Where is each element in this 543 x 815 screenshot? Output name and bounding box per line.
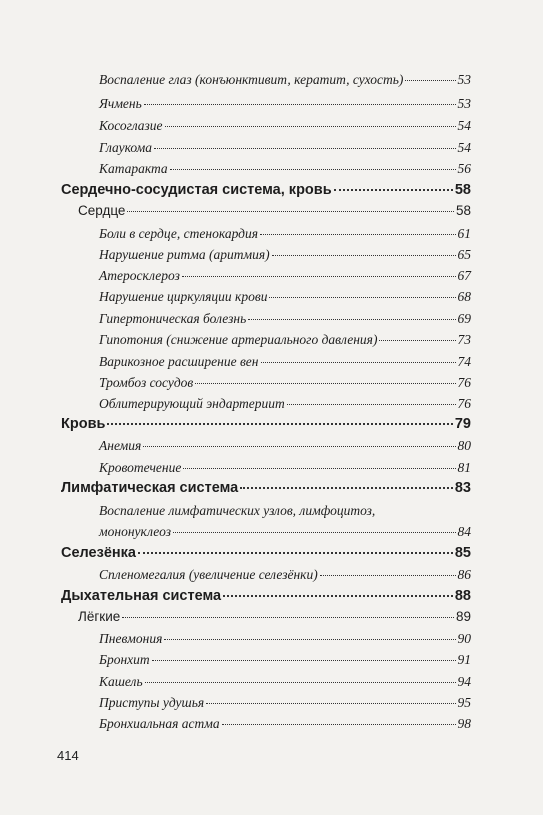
- toc-dot-leader: [143, 446, 455, 447]
- toc-entry-title: Косоглазие: [99, 118, 163, 133]
- toc-entry-page: 74: [457, 354, 471, 369]
- toc-entry-page: 89: [455, 609, 471, 624]
- toc-entry-title: Анемия: [99, 438, 142, 453]
- toc-entry-page: 58: [455, 203, 471, 218]
- toc-entry-title: Нарушение циркуляции крови: [99, 289, 268, 304]
- toc-dot-leader: [144, 104, 456, 105]
- toc-entry-title: Лимфатическая система: [61, 480, 239, 496]
- toc-entry-title: Гипотония (снижение артериального давления): [99, 332, 378, 347]
- toc-dot-leader: [138, 552, 453, 554]
- toc-dot-leader: [206, 703, 455, 704]
- toc-entry: [99, 631, 471, 647]
- toc-entry: [99, 247, 471, 263]
- toc-entry: [99, 96, 471, 112]
- toc-dot-leader: [154, 148, 456, 149]
- toc-entry-page: 80: [457, 438, 471, 453]
- toc-dot-leader: [165, 126, 456, 127]
- toc-entry: [99, 375, 471, 391]
- toc-dot-leader: [152, 660, 456, 661]
- toc-entry: [99, 716, 471, 732]
- toc-entry-title: Лёгкие: [78, 609, 121, 624]
- toc-entry-title: Гипертоническая болезнь: [99, 311, 247, 326]
- toc-entry: [99, 524, 471, 540]
- toc-entry-title: Кашель: [99, 674, 143, 689]
- toc-entry-title: Тромбоз сосудов: [99, 375, 194, 390]
- toc-dot-leader: [248, 319, 455, 320]
- toc-entry: [99, 140, 471, 156]
- toc-dot-leader: [379, 340, 455, 341]
- toc-entry-page: 56: [457, 161, 471, 176]
- toc-entry-page: 91: [457, 652, 471, 667]
- toc-entry-title: Боли в сердце, стенокардия: [99, 226, 258, 241]
- toc-dot-leader: [127, 211, 454, 212]
- toc-entry-title: Сердце: [78, 203, 126, 218]
- toc-dot-leader: [222, 724, 456, 725]
- toc-dot-leader: [320, 575, 456, 576]
- toc-entry-page: 98: [457, 716, 471, 731]
- toc-entry-title: Ячмень: [99, 96, 142, 111]
- toc-dot-leader: [183, 468, 455, 469]
- toc-entry-title: Селезёнка: [61, 545, 136, 561]
- toc-dot-leader: [195, 383, 455, 384]
- toc-section: [61, 480, 471, 496]
- toc-entry-page: 84: [457, 524, 471, 539]
- toc-entry-title: Нарушение ритма (аритмия): [99, 247, 270, 262]
- toc-entry: [99, 332, 471, 348]
- toc-dot-leader: [272, 255, 456, 256]
- toc-entry-page: 58: [454, 182, 471, 198]
- toc-entry: [99, 161, 471, 177]
- toc-entry-page: 54: [457, 140, 471, 155]
- toc-entry-page: 83: [454, 480, 471, 496]
- toc-dot-leader: [269, 297, 455, 298]
- toc-entry-title: Пневмония: [99, 631, 163, 646]
- toc-dot-leader: [240, 487, 453, 489]
- toc-entry-page: 94: [457, 674, 471, 689]
- toc-dot-leader: [145, 682, 456, 683]
- toc-entry-page: 95: [457, 695, 471, 710]
- toc-entry-title: Приступы удушья: [99, 695, 205, 710]
- toc-dot-leader: [107, 423, 452, 425]
- toc-section: [61, 588, 471, 604]
- toc-entry: [99, 695, 471, 711]
- toc-entry: [99, 311, 471, 327]
- toc-entry-page: 54: [457, 118, 471, 133]
- toc-entry-page: 76: [457, 375, 471, 390]
- toc-entry: [99, 567, 471, 583]
- toc-entry: [99, 503, 471, 519]
- toc-entry-title: Дыхательная система: [61, 588, 222, 604]
- toc-entry-page: 73: [457, 332, 471, 347]
- toc-entry-page: 81: [457, 460, 471, 475]
- toc-entry-page: 88: [454, 588, 471, 604]
- toc-entry-title: Воспаление глаз (конъюнктивит, кератит, сухость): [99, 72, 404, 87]
- toc-entry: [99, 268, 471, 284]
- toc-entry-page: 65: [457, 247, 471, 262]
- toc-entry: [99, 226, 471, 242]
- toc-entry-page: 86: [457, 567, 471, 582]
- toc-entry-title: Облитерирующий эндартериит: [99, 396, 285, 411]
- toc-entry-title: Сердечно-сосудистая система, кровь: [61, 182, 332, 198]
- toc-dot-leader: [223, 595, 453, 597]
- toc-subsection: [78, 203, 471, 218]
- page-number: 414: [57, 748, 79, 763]
- toc-entry-title: мононуклеоз: [99, 524, 171, 539]
- toc-entry-page: 68: [457, 289, 471, 304]
- toc-entry-page: 61: [457, 226, 471, 241]
- toc-dot-leader: [405, 80, 455, 81]
- toc-entry-page: 53: [457, 72, 471, 87]
- toc-subsection: [78, 609, 471, 624]
- toc-entry-page: 69: [457, 311, 471, 326]
- toc-entry: [99, 652, 471, 668]
- toc-entry: [99, 354, 471, 370]
- toc-dot-leader: [173, 532, 456, 533]
- toc-entry-title: Варикозное расширение вен: [99, 354, 259, 369]
- toc-dot-leader: [170, 169, 456, 170]
- toc-dot-leader: [334, 189, 453, 191]
- toc-dot-leader: [287, 404, 456, 405]
- toc-entry-title: Бронхит: [99, 652, 150, 667]
- toc-entry-page: 67: [457, 268, 471, 283]
- toc-dot-leader: [261, 362, 456, 363]
- toc-entry-title: Спленомегалия (увеличение селезёнки): [99, 567, 318, 582]
- toc-section: [61, 545, 471, 561]
- toc-dot-leader: [122, 617, 454, 618]
- toc-entry-page: 79: [454, 416, 471, 432]
- toc-entry-title: Кровотечение: [99, 460, 182, 475]
- toc-entry-page: 90: [457, 631, 471, 646]
- toc-entry-title: Воспаление лимфатических узлов, лимфоцитоз,: [99, 503, 376, 518]
- toc-entry: [99, 72, 471, 88]
- toc-section: [61, 416, 471, 432]
- toc-entry: [99, 396, 471, 412]
- toc-entry: [99, 118, 471, 134]
- toc-entry-title: Катаракта: [99, 161, 168, 176]
- toc-entry: [99, 674, 471, 690]
- toc-entry-page: 53: [457, 96, 471, 111]
- toc-dot-leader: [182, 276, 456, 277]
- toc-entry: [99, 289, 471, 305]
- toc-entry: [99, 460, 471, 476]
- toc-section: [61, 182, 471, 198]
- toc-entry-title: Глаукома: [99, 140, 152, 155]
- toc-entry-title: Кровь: [61, 416, 106, 432]
- toc-dot-leader: [260, 234, 456, 235]
- toc-entry-title: Атеросклероз: [99, 268, 180, 283]
- toc-entry-page: 85: [454, 545, 471, 561]
- toc-entry-title: Бронхиальная астма: [99, 716, 220, 731]
- toc-entry-page: 76: [457, 396, 471, 411]
- toc-entry: [99, 438, 471, 454]
- toc-dot-leader: [164, 639, 455, 640]
